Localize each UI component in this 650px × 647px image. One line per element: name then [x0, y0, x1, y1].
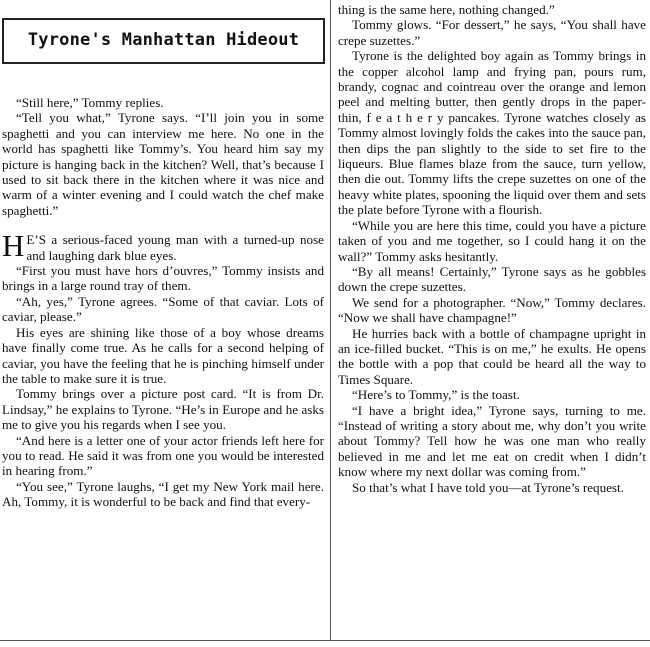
paragraph: We send for a photographer. “Now,” Tommy declares. “Now we shall have champagne!” [338, 294, 646, 326]
paragraph: “By all means! Certainly,” Tyrone says as he gobbles down the crepe suzettes. [338, 263, 646, 295]
paragraph: Tyrone is the delighted boy again as Tommy brings in the copper alcohol lamp and frying pan, pours rum, brandy, cognac and cointreau over the orange and lemon peel and melting butter, then gently drops in the paper-thin, f e a t h e r y pancakes. Tyrone watches closely as Tommy almost lovingly folds the cakes into the sauce pan, then dips the pan slightly to the side to set fire to the liqueurs. Blue flames blaze from the sauce, turn yellow, then die out. Tommy lifts the crepe suzettes on one of the heavy white plates, spooning the liquid over them and sets the plate before Tyrone with a flourish. [338, 48, 646, 218]
paragraph: Tommy glows. “For dessert,” he says, “You shall have crepe suzettes.” [338, 17, 646, 48]
left-column-text [2, 95, 324, 510]
paragraph: Tommy brings over a picture post card. “It is from Dr. Lindsay,” he explains to Tyrone. “He’s in Europe and he asks me to give you his regards when I see you. [2, 386, 324, 433]
dropcap-paragraph-text: E’S a serious-faced young man with a turned-up nose and laughing dark blue eyes. [26, 232, 324, 263]
paragraph: “Ah, yes,” Tyrone agrees. “Some of that caviar. Lots of caviar, please.” [2, 293, 324, 325]
paragraph: “You see,” Tyrone laughs, “I get my New York mail here. Ah, Tommy, it is wonderful to be back and find that every- [2, 478, 324, 510]
paragraph: His eyes are shining like those of a boy whose dreams have finally come true. As he calls for a second helping of caviar, you have the feeling that he is pinching himself under the table to make sure it is true. [2, 324, 324, 386]
paragraph-continuation: thing is the same here, nothing changed.” [338, 2, 555, 17]
right-column-text [338, 2, 646, 495]
paragraph: “Tell you what,” Tyrone says. “I’ll join you in some spaghetti and you can interview me here. No one in the world has spaghetti like Tommy’s. You heard him say my picture is hanging back in the kitchen? Well, that’s because I used to sit back there in the kitchen where it was nice and warm of a winter evening and I could watch the chef make spaghetti.” [2, 110, 324, 218]
article-title: Tyrone's Manhattan Hideout [27, 30, 300, 50]
paragraph: “Still here,” Tommy replies. [16, 95, 164, 110]
right-column [333, 0, 650, 647]
drop-cap: H [2, 228, 25, 264]
paragraph: “I have a bright idea,” Tyrone says, turning to me. “Instead of writing a story about me, why don’t you write about Tommy? Tell how he was one man who really believed in me and let me eat on credit when I didn’t know where my next dollar was coming from.” [338, 402, 646, 480]
paragraph: So that’s what I have told you—at Tyrone’s request. [352, 479, 624, 495]
title-box [2, 18, 325, 64]
column-divider [330, 0, 331, 640]
paragraph: “First you must have hors d’ouvres,” Tommy insists and brings in a large round tray of them. [2, 263, 324, 294]
paragraph: “While you are here this time, could you have a picture taken of you and me together, so I could hang it on the wall?” Tommy asks hesitantly. [338, 217, 646, 264]
dropcap-paragraph [2, 228, 324, 264]
bottom-rule [0, 640, 650, 641]
paragraph: He hurries back with a bottle of champagne upright in an ice-filled bucket. “This is on me,” he exults. He opens the bottle with a pop that could be heard all the way to Times Square. [338, 325, 646, 387]
paragraph: “Here’s to Tommy,” is the toast. [352, 387, 520, 403]
paragraph: “And here is a letter one of your actor friends left here for you to read. He said it was from one you would be interested in hearing from.” [2, 432, 324, 479]
